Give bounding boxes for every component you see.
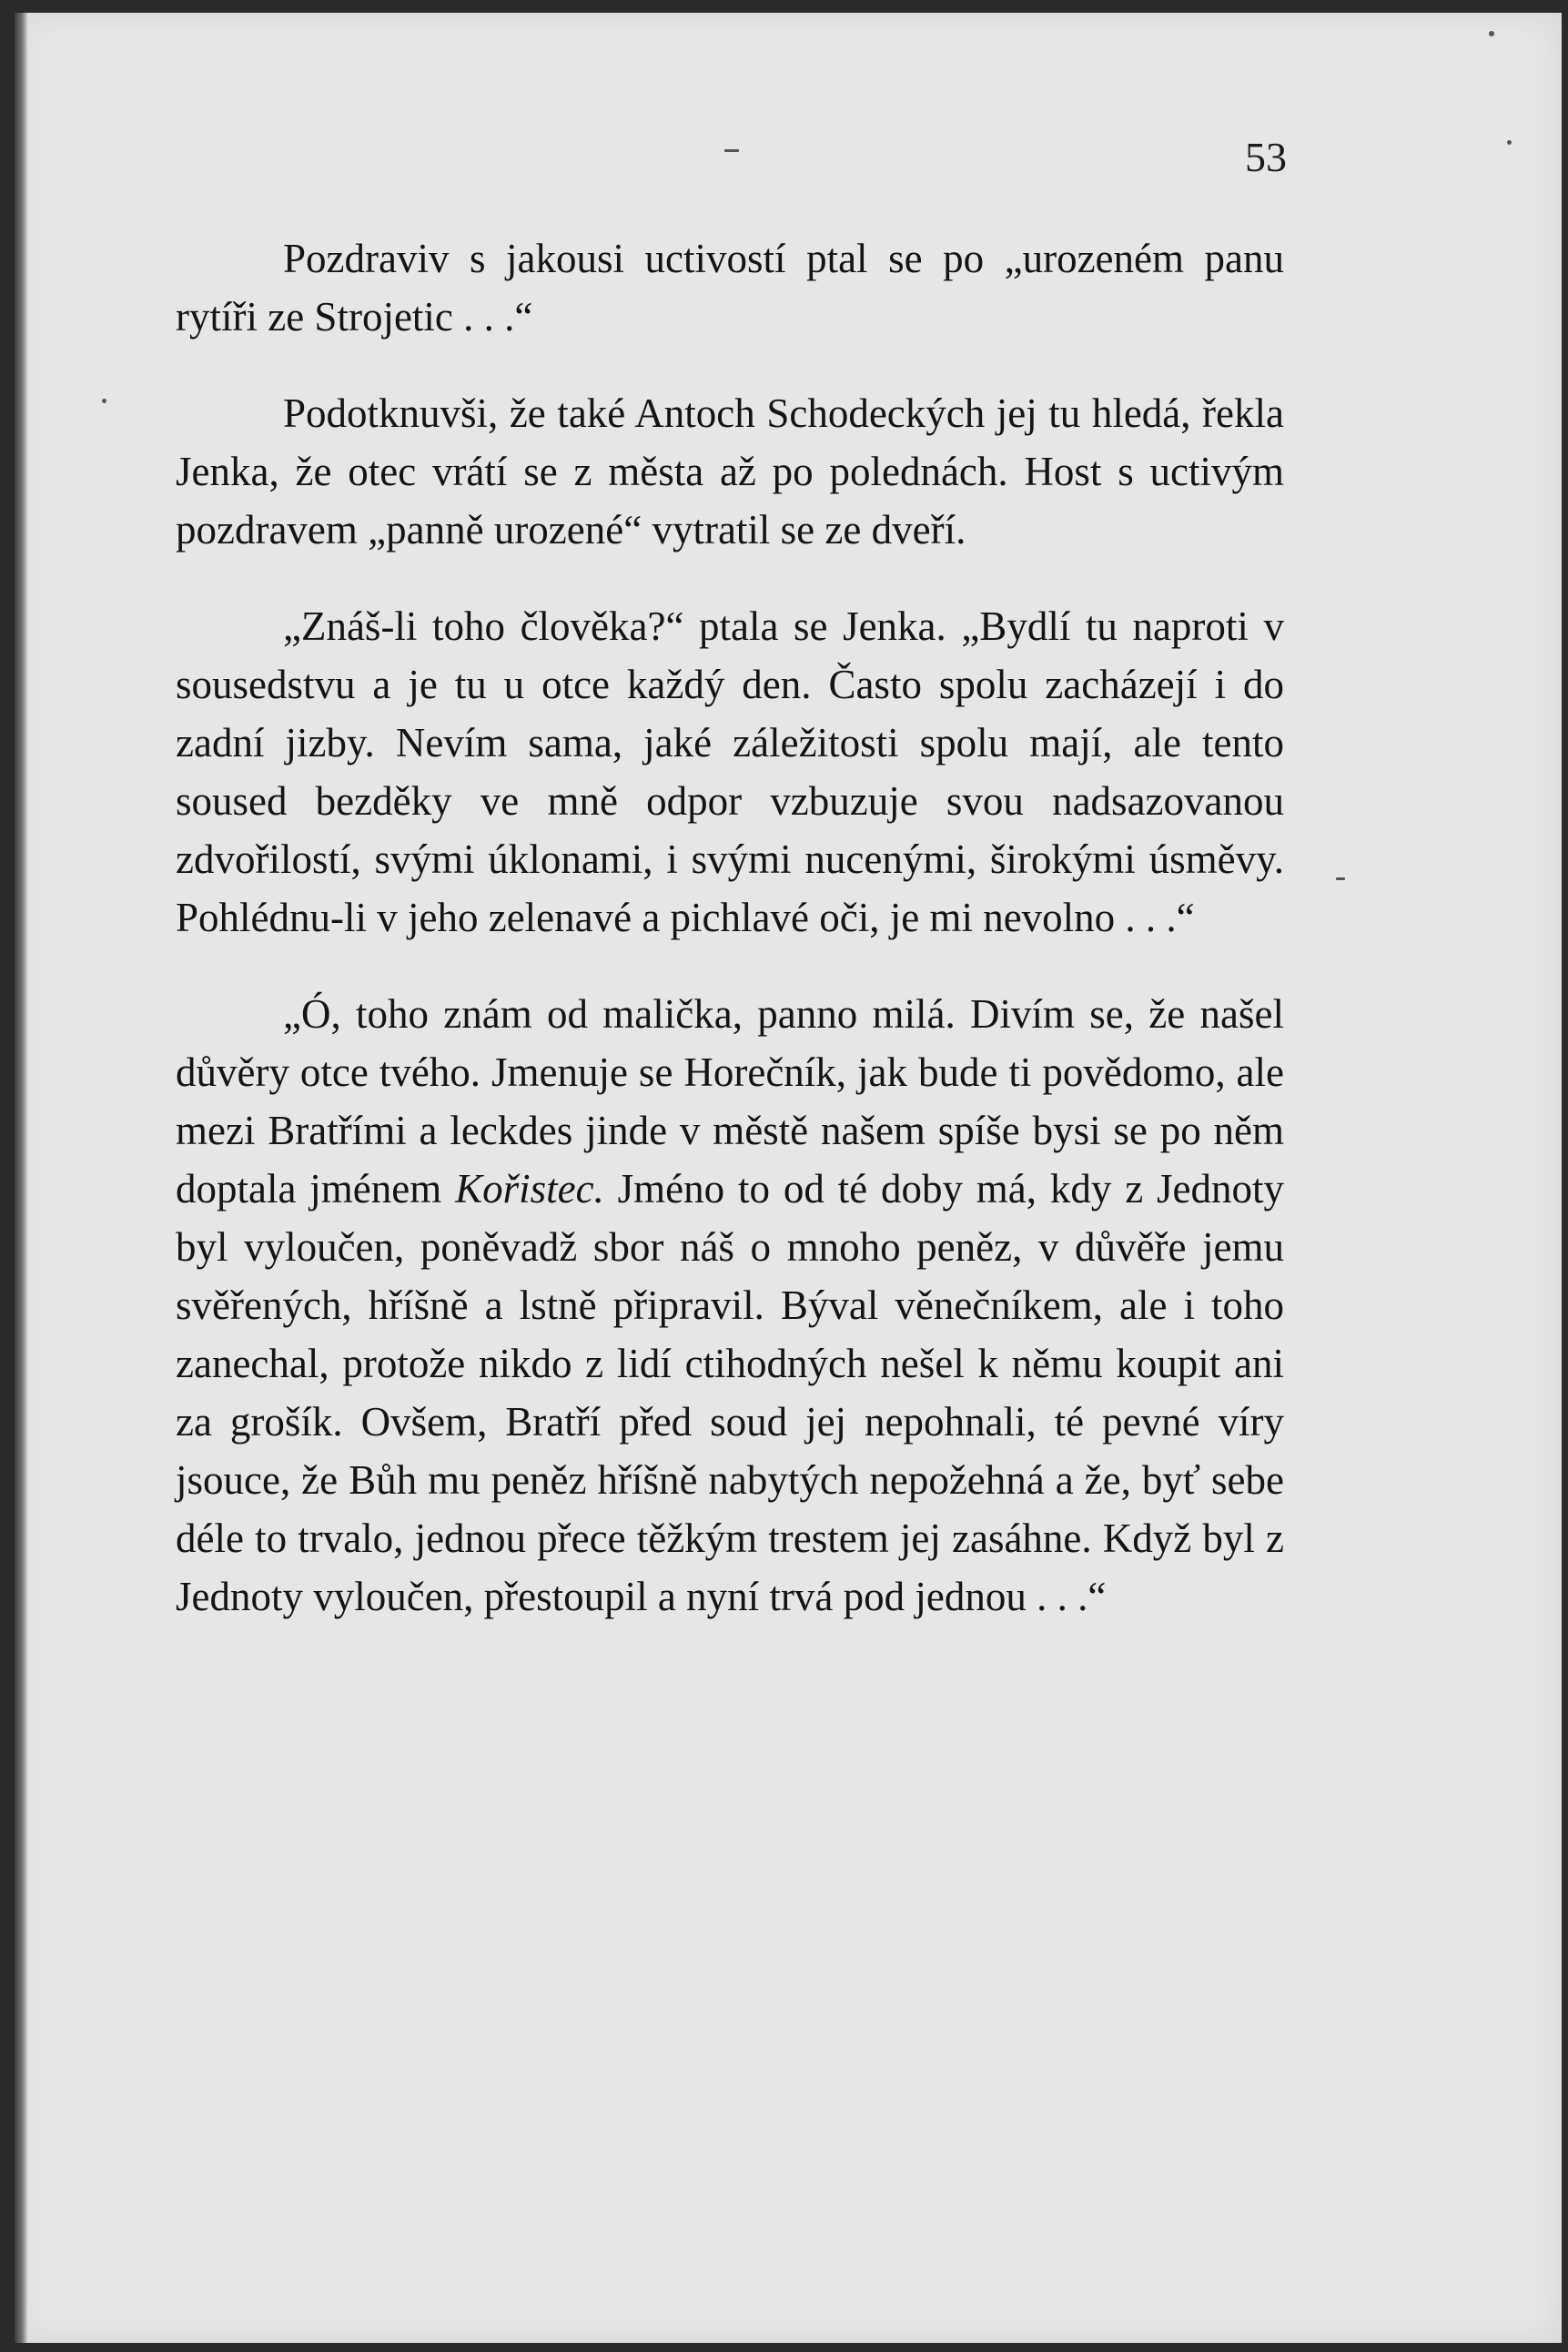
paragraph-4-text-after: Jméno to od té doby má, kdy z Jednoty byl vyloučen, poněvadž sbor náš o mnoho peněz, v důvěře jemu svěřených, hříšně a lstně připravil. Býval věnečníkem, ale i toho zanechal, protože nikdo z lidí ctihodných nešel k němu koupit ani za grošík. Ovšem, Bratří před soud jej nepohnali, té pevné víry jsouce, že Bůh mu peněz hříšně nabytých nepožehná a že, byť sebe déle to trvalo, jednou přece těžkým trestem jej zasáhne. Když byl z Jednoty vyloučen, přestoupil a nyní trvá pod jednou . . .“	[176, 1166, 1284, 1619]
page-spine	[15, 13, 27, 2343]
paragraph-1: Pozdraviv s jakousi uctivostí ptal se po „urozeném panu rytíři ze Strojetic . . .“	[176, 236, 1284, 340]
book-page	[15, 13, 1562, 2343]
body-text	[176, 229, 1284, 1626]
paragraph-4	[176, 985, 1284, 1626]
print-speck	[1336, 877, 1345, 880]
print-speck	[102, 399, 106, 403]
italic-name-koristec: Kořistec.	[455, 1166, 604, 1211]
paragraph-4-text-before: „Ó, toho znám od malička, panno milá. Divím se, že našel důvěry otce tvého. Jmenuje se Horečník, jak bude ti povědomo, ale mezi Bratřími a leckdes jinde v městě našem spíše bysi se po něm doptala jménem	[176, 991, 1284, 1211]
paragraph-3: „Znáš-li toho člověka?“ ptala se Jenka. „Bydlí tu naproti v sousedstvu a je tu u otce každý den. Často spolu zacházejí i do zadní jizby. Nevím sama, jaké záležitosti spolu mají, ale tento soused bezděky ve mně odpor vzbuzuje svou nadsazovanou zdvořilostí, svými úklonami, i svými nucenými, širokými úsměvy. Pohlédnu-li v jeho zelenavé a pichlavé oči, je mi nevolno . . .“	[176, 603, 1284, 940]
paragraph-2: Podotknuvši, že také Antoch Schodeckých jej tu hledá, řekla Jenka, že otec vrátí se z města až po polednách. Host s uctivým pozdravem „panně urozené“ vytratil se ze dveří.	[176, 390, 1284, 553]
print-speck	[1489, 31, 1494, 36]
print-speck	[1507, 140, 1512, 145]
print-speck	[724, 149, 739, 152]
page-number: 53	[1245, 134, 1287, 180]
